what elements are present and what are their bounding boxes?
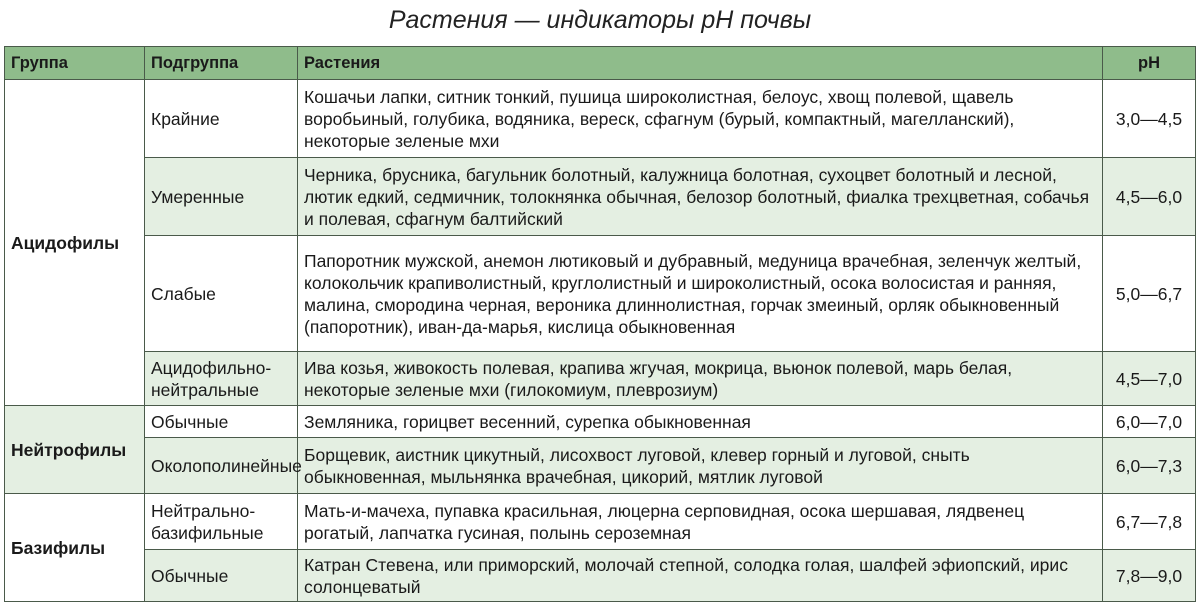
- table-row: [5, 352, 1196, 406]
- plants-cell: Мать-и-мачеха, пупавка красильная, люцерна серповидная, осока шершавая, лядвенец рогатый, лапчатка гусиная, полынь сероземная: [298, 494, 1103, 550]
- subgroup-cell: Обычные: [145, 406, 298, 438]
- plants-cell: Папоротник мужской, анемон лютиковый и дубравный, медуница врачебная, зеленчук желтый, колокольчик крапиволистный, круглолистный и широколистный, осока волосистая и ранняя, малина, смородина черная, вероника длиннолистная, горчак змеиный, орляк обыкновенный (папоротник), иван-да-марья, кислица обыкновенная: [298, 236, 1103, 352]
- plants-cell: Катран Стевена, или приморский, молочай степной, солодка голая, шалфей эфиопский, ирис солонцеватый: [298, 550, 1103, 602]
- table-row: [5, 236, 1196, 352]
- table-header-row: [5, 47, 1196, 80]
- group-cell-acidophiles: Ацидофилы: [5, 80, 145, 406]
- table-row: [5, 438, 1196, 494]
- subgroup-cell: Нейтрально-базифильные: [145, 494, 298, 550]
- plants-cell: Борщевик, аистник цикутный, лисохвост луговой, клевер горный и луговой, сныть обыкновенная, мыльнянка врачебная, цикорий, мятлик луговой: [298, 438, 1103, 494]
- header-plants: Растения: [298, 47, 1103, 80]
- plants-cell: Черника, брусника, багульник болотный, калужница болотная, сухоцвет болотный и лесной, лютик едкий, седмичник, толокнянка обычная, белозор болотный, фиалка трехцветная, собачья и полевая, сфагнум балтийский: [298, 158, 1103, 236]
- ph-cell: 7,8—9,0: [1103, 550, 1196, 602]
- group-cell-neutrophiles: Нейтрофилы: [5, 406, 145, 494]
- header-subgroup: Подгруппа: [145, 47, 298, 80]
- subgroup-cell: Ацидофильно-нейтральные: [145, 352, 298, 406]
- ph-cell: 6,0—7,3: [1103, 438, 1196, 494]
- ph-cell: 5,0—6,7: [1103, 236, 1196, 352]
- ph-cell: 6,7—7,8: [1103, 494, 1196, 550]
- ph-cell: 3,0—4,5: [1103, 80, 1196, 158]
- subgroup-cell: Околополинейные: [145, 438, 298, 494]
- header-ph: pH: [1103, 47, 1196, 80]
- ph-indicator-table: [4, 46, 1196, 602]
- ph-cell: 4,5—6,0: [1103, 158, 1196, 236]
- subgroup-cell: Обычные: [145, 550, 298, 602]
- plants-cell: Кошачьи лапки, ситник тонкий, пушица широколистная, белоус, хвощ полевой, щавель воробьиный, голубика, водяника, вереск, сфагнум (бурый, компактный, магелланский), некоторые зеленые мхи: [298, 80, 1103, 158]
- group-cell-basiphiles: Базифилы: [5, 494, 145, 602]
- ph-cell: 6,0—7,0: [1103, 406, 1196, 438]
- header-group: Группа: [5, 47, 145, 80]
- table-row: [5, 158, 1196, 236]
- table-row: [5, 494, 1196, 550]
- plants-cell: Ива козья, живокость полевая, крапива жгучая, мокрица, вьюнок полевой, марь белая, некоторые зеленые мхи (гилокомиум, плеврозиум): [298, 352, 1103, 406]
- plants-cell: Земляника, горицвет весенний, сурепка обыкновенная: [298, 406, 1103, 438]
- table-row: [5, 80, 1196, 158]
- subgroup-cell: Крайние: [145, 80, 298, 158]
- subgroup-cell: Слабые: [145, 236, 298, 352]
- ph-cell: 4,5—7,0: [1103, 352, 1196, 406]
- table-row: [5, 550, 1196, 602]
- page-title: Растения — индикаторы pH почвы: [388, 6, 812, 34]
- table-row: [5, 406, 1196, 438]
- subgroup-cell: Умеренные: [145, 158, 298, 236]
